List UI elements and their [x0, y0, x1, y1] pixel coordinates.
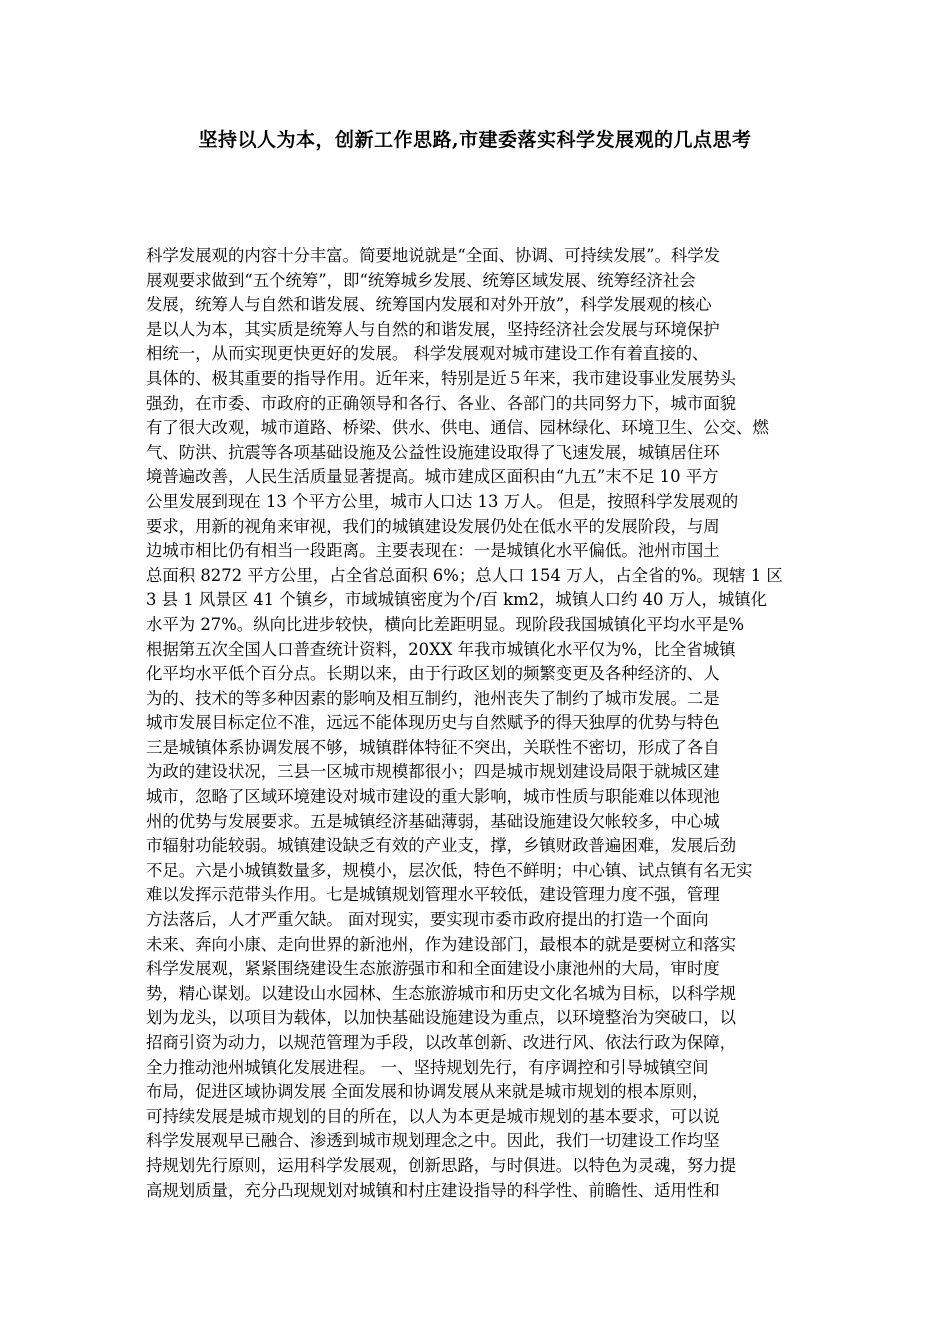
body-text-line: 强劲，在市委、市政府的正确领导和各行、各业、各部门的共同努力下，城市面貌 [146, 393, 737, 413]
body-text-line: 境普遍改善，人民生活质量显著提高。城市建成区面积由“九五”末不足 10 平方 [146, 467, 719, 487]
body-text-line: 水平为 27%。纵向比进步较快，横向比差距明显。现阶段我国城镇化平均水平是% [146, 614, 745, 634]
body-text-line: 气、防洪、抗震等各项基础设施及公益性设施建设取得了飞速发展，城镇居住环 [146, 442, 720, 462]
body-text-line: 全力推动池州城镇化发展进程。 一、坚持规划先行，有序调控和引导城镇空间 [146, 1057, 709, 1077]
body-text-line: 布局，促进区域协调发展 全面发展和协调发展从来就是城市规划的根本原则， [146, 1082, 709, 1102]
document-title: 坚持以人为本，创新工作思路,市建委落实科学发展观的几点思考 [198, 129, 752, 151]
body-text-line: 科学发展观的内容十分丰富。简要地说就是“全面、协调、可持续发展”。科学发 [146, 246, 721, 265]
body-text-line: 展观要求做到“五个统筹”，即“统筹城乡发展、统筹区域发展、统筹经济社会 [146, 270, 696, 290]
body-text-line: 要求，用新的视角来审视，我们的城镇建设发展仍处在低水平的发展阶段，与周 [146, 516, 720, 536]
body-text-line: 势，精心谋划。以建设山水园林、生态旅游城市和历史文化名城为目标，以科学规 [146, 983, 737, 1003]
body-text-line: 城市，忽略了区域环境建设对城市建设的重大影响，城市性质与职能难以体现池 [146, 787, 720, 807]
document-body [146, 244, 806, 1203]
body-text-line: 三是城镇体系协调发展不够，城镇群体特征不突出，关联性不密切，形成了各自 [146, 737, 720, 757]
body-text-line: 未来、奔向小康、走向世界的新池州，作为建设部门，最根本的就是要树立和落实 [146, 934, 737, 954]
body-text-line: 招商引资为动力，以规范管理为手段，以改革创新、改进行风、依法行政为保障， [146, 1033, 737, 1052]
body-text-line: 划为龙头，以项目为载体，以加快基础设施建设为重点，以环境整治为突破口，以 [146, 1008, 737, 1028]
body-text-line: 高规划质量，充分凸现规划对城镇和村庄建设指导的科学性、前瞻性、适用性和 [146, 1180, 720, 1200]
body-text-line: 市辐射功能较弱。城镇建设缺乏有效的产业支，撑，乡镇财政普遍困难，发展后劲 [146, 836, 737, 856]
body-text-line: 州的优势与发展要求。五是城镇经济基础薄弱，基础设施建设欠帐较多，中心城 [146, 811, 720, 831]
body-text-line: 不足。六是小城镇数量多，规模小，层次低，特色不鲜明；中心镇、试点镇有名无实 [146, 860, 753, 880]
body-text-line: 城市发展目标定位不准，远远不能体现历史与自然赋予的得天独厚的优势与特色 [146, 713, 720, 733]
body-text-line: 为的、技术的等多种因素的影响及相互制约，池州丧失了制约了城市发展。二是 [146, 688, 720, 708]
body-text-line: 总面积 8272 平方公里，占全省总面积 6%；总人口 154 万人，占全省的%。现辖 1 区 [146, 565, 783, 585]
body-text-line: 化平均水平低个百分点。长期以来，由于行政区划的频繁变更及各种经济的、人 [146, 664, 720, 684]
body-text-line: 为政的建设状况，三县一区城市规模都很小；四是城市规划建设局限于就城区建 [146, 762, 720, 782]
body-text-line: 持规划先行原则，运用科学发展观，创新思路，与时俱进。以特色为灵魂，努力提 [146, 1155, 737, 1175]
body-text-line: 根据第五次全国人口普查统计资料，20XX 年我市城镇化水平仅为%，比全省城镇 [146, 639, 736, 659]
body-text-line: 方法落后，人才严重欠缺。 面对现实，要实现市委市政府提出的打造一个面向 [146, 910, 709, 930]
body-text-line: 公里发展到现在 13 个平方公里，城市人口达 13 万人。 但是，按照科学发展观的 [146, 491, 739, 511]
body-text-line: 边城市相比仍有相当一段距离。主要表现在：一是城镇化水平偏低。池州市国土 [146, 541, 720, 561]
body-text-line: 可持续发展是城市规划的目的所在，以人为本更是城市规划的基本要求，可以说 [146, 1106, 720, 1126]
body-text-line: 是以人为本，其实质是统筹人与自然的和谐发展，坚持经济社会发展与环境保护 [146, 319, 720, 339]
body-text-line: 有了很大改观，城市道路、桥梁、供水、供电、通信、园林绿化、环境卫生、公交、燃 [146, 418, 769, 438]
body-text-line: 相统一，从而实现更快更好的发展。 科学发展观对城市建设工作有着直接的、 [146, 344, 709, 364]
body-text-line: 3 县 1 风景区 41 个镇乡，市域城镇密度为个/百 km2，城镇人口约 40 万人，城镇化 [146, 590, 768, 610]
body-text-line: 科学发展观早已融合、渗透到城市规划理念之中。因此，我们一切建设工作均坚 [146, 1131, 720, 1151]
body-text-line: 难以发挥示范带头作用。七是城镇规划管理水平较低，建设管理力度不强，管理 [146, 885, 720, 905]
body-text-line: 具体的、极其重要的指导作用。近年来，特别是近５年来，我市建设事业发展势头 [146, 368, 737, 388]
body-text-line: 科学发展观，紧紧围绕建设生态旅游强市和和全面建设小康池州的大局，审时度 [146, 959, 720, 979]
body-text-line: 发展，统筹人与自然和谐发展、统筹国内发展和对外开放”，科学发展观的核心 [146, 295, 712, 315]
